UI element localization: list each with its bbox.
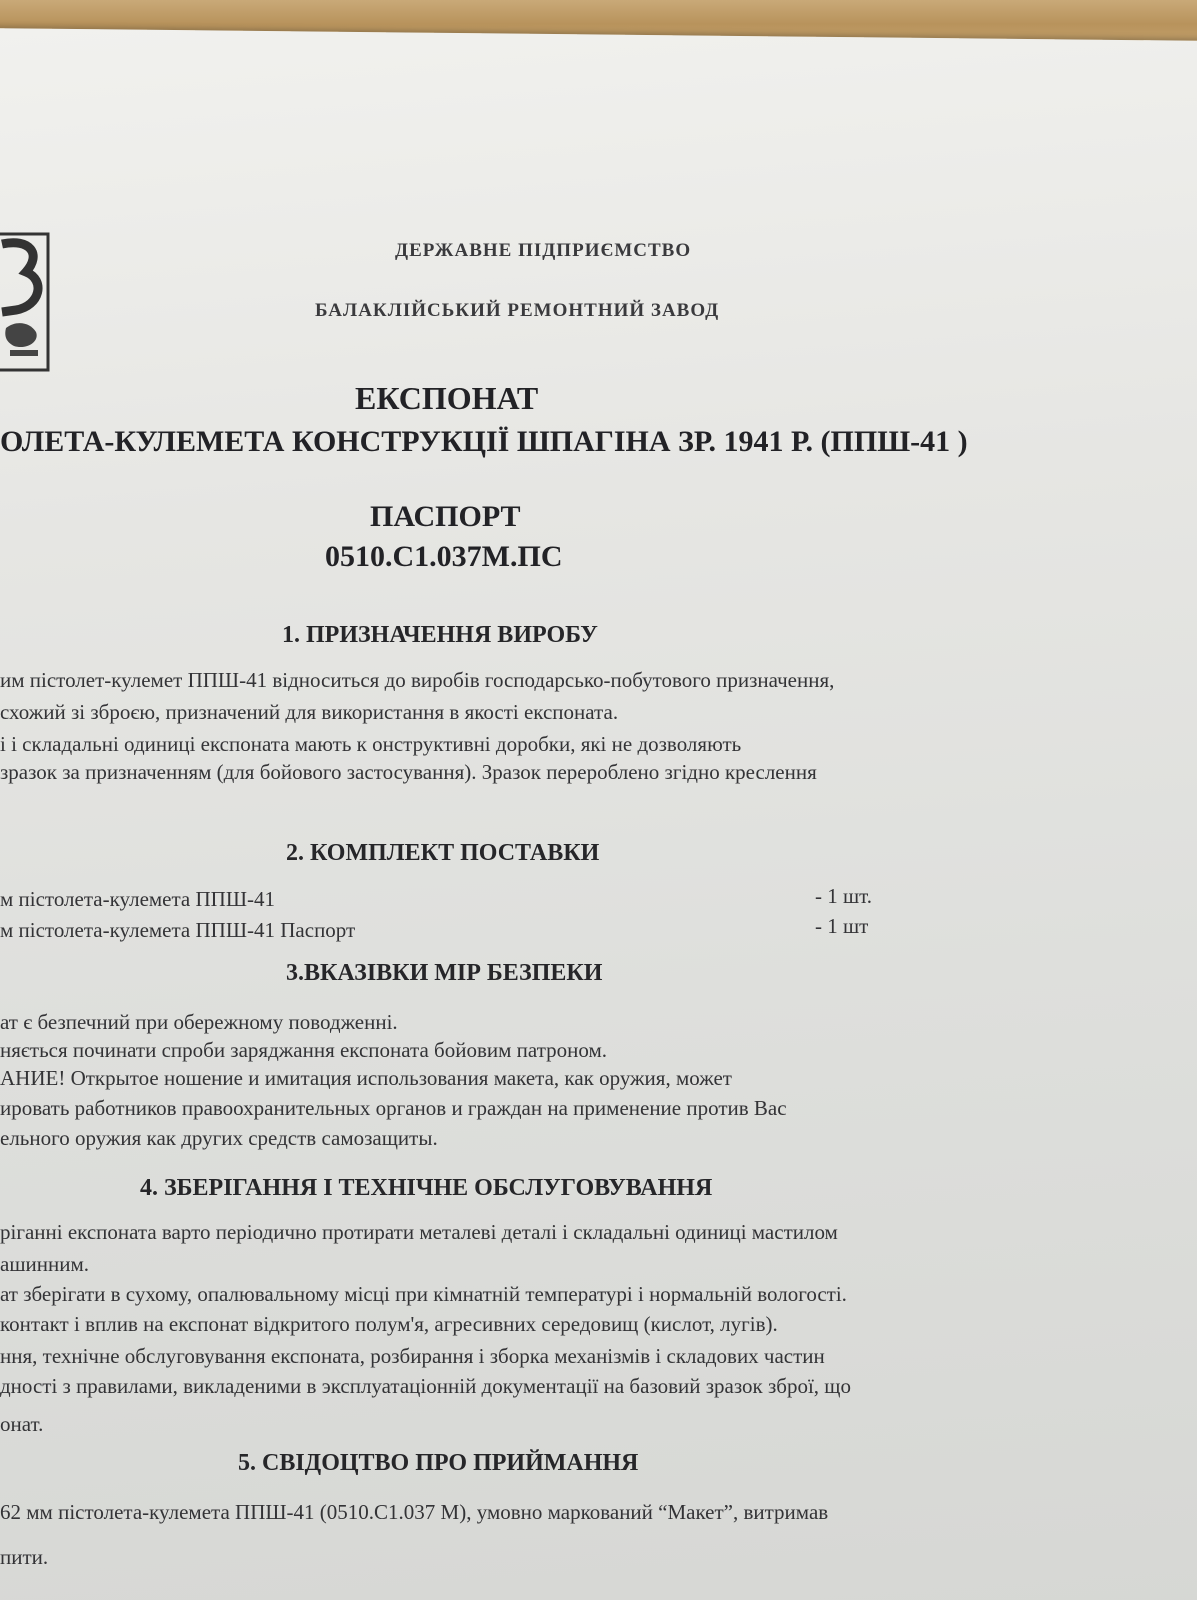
section-1-line: зразок за призначенням (для бойового застосування). Зразок перероблено згідно креслення	[0, 760, 817, 784]
section-3-heading: 3.ВКАЗІВКИ МІР БЕЗПЕКИ	[286, 960, 603, 986]
doc-title-exhibit: ЕКСПОНАТ	[355, 380, 539, 416]
section-4-heading: 4. ЗБЕРІГАННЯ І ТЕХНІЧНЕ ОБСЛУГОВУВАННЯ	[140, 1175, 713, 1201]
delivery-item-name: м пістолета-кулемета ППШ-41	[0, 887, 276, 911]
section-5-heading: 5. СВІДОЦТВО ПРО ПРИЙМАННЯ	[238, 1450, 639, 1476]
delivery-item-qty: - 1 шт	[815, 914, 869, 938]
section-3-line: няється починати спроби заряджання експоната бойовим патроном.	[0, 1038, 608, 1062]
section-3-line: ат є безпечний при обережному поводженні.	[0, 1010, 398, 1034]
doc-number: 0510.С1.037М.ПС	[325, 540, 563, 573]
section-2-heading: 2. КОМПЛЕКТ ПОСТАВКИ	[286, 840, 600, 866]
section-4-line: дності з правилами, викладеними в эксплуатаціонній документації на базовий зразок зброї, що	[0, 1374, 851, 1398]
section-3-line: АНИЕ! Открытое ношение и имитация использования макета, как оружия, может	[0, 1066, 732, 1090]
section-1-line: им пістолет-кулемет ППШ-41 відноситься до виробів господарсько-побутового призначення,	[0, 668, 835, 692]
section-4-line: ріганні експоната варто періодично протирати металеві деталі і складальні одиниці мастилом	[0, 1220, 838, 1244]
section-4-line: ат зберігати в сухому, опалювальному місці при кімнатній температурі і нормальній вологості.	[0, 1282, 847, 1306]
section-4-line: ння, технічне обслуговування експоната, розбирання і зборка механізмів і складових частин	[0, 1344, 825, 1368]
section-3-line: ельного оружия как других средств самозащиты.	[0, 1126, 438, 1150]
org-line-2: БАЛАКЛІЙСЬКИЙ РЕМОНТНИЙ ЗАВОД	[315, 300, 720, 321]
section-5-line: пити.	[0, 1545, 49, 1569]
section-5-line: 62 мм пістолета-кулемета ППШ-41 (0510.С1.037 М), умовно маркований “Макет”, витримав	[0, 1500, 829, 1524]
section-1-heading: 1. ПРИЗНАЧЕННЯ ВИРОБУ	[282, 622, 598, 648]
section-1-line: схожий зі зброєю, призначений для використання в якості експоната.	[0, 700, 619, 724]
section-3-line: ировать работников правоохранительных органов и граждан на применение против Вас	[0, 1096, 787, 1120]
section-4-line: ашинним.	[0, 1252, 89, 1276]
section-4-line: онат.	[0, 1412, 44, 1436]
section-4-line: контакт і вплив на експонат відкритого полум'я, агресивних середовищ (кислот, лугів).	[0, 1312, 778, 1336]
section-1-line: і і складальні одиниці експоната мають к онструктивні доробки, які не дозволяють	[0, 732, 742, 756]
org-line-1: ДЕРЖАВНЕ ПІДПРИЄМСТВО	[395, 240, 692, 261]
doc-title-passport: ПАСПОРТ	[370, 500, 521, 533]
doc-title-product: ОЛЕТА-КУЛЕМЕТА КОНСТРУКЦІЇ ШПАГІНА ЗР. 1941 Р. (ППШ-41 )	[0, 425, 968, 458]
delivery-item-qty: - 1 шт.	[815, 884, 873, 908]
delivery-item-name: м пістолета-кулемета ППШ-41 Паспорт	[0, 918, 356, 942]
